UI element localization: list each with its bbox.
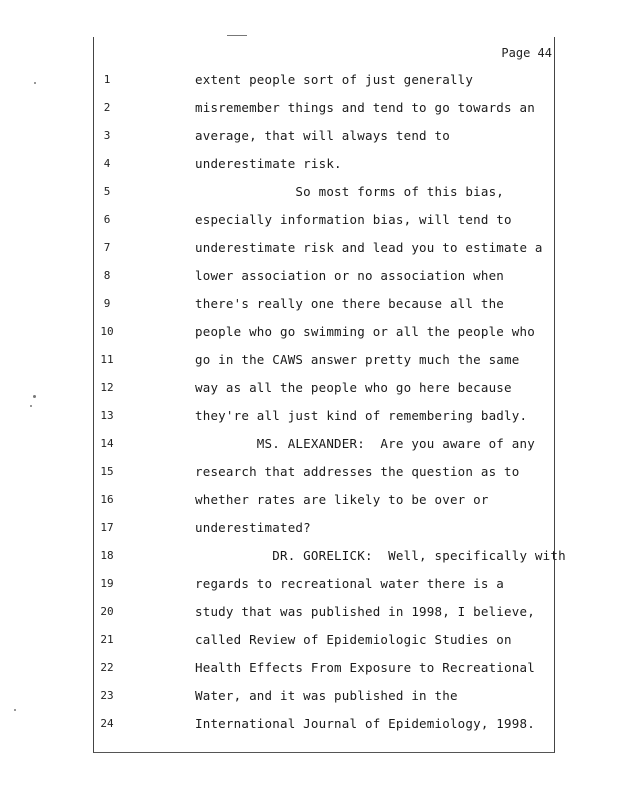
transcript-line: called Review of Epidemiologic Studies on bbox=[195, 632, 512, 647]
transcript-line: people who go swimming or all the people who bbox=[195, 324, 535, 339]
line-number: 4 bbox=[103, 157, 111, 170]
transcript-line: underestimated? bbox=[195, 520, 311, 535]
scan-speck bbox=[227, 35, 247, 36]
transcript-line: DR. GORELICK: Well, specifically with bbox=[195, 548, 566, 563]
transcript-line: extent people sort of just generally bbox=[195, 72, 474, 87]
transcript-line: study that was published in 1998, I believe, bbox=[195, 604, 535, 619]
line-number: 14 bbox=[100, 437, 114, 450]
line-number: 20 bbox=[100, 605, 114, 618]
line-number: 5 bbox=[103, 185, 111, 198]
line-number: 6 bbox=[103, 213, 111, 226]
line-number: 16 bbox=[100, 493, 114, 506]
line-number: 15 bbox=[100, 465, 114, 478]
line-number: 7 bbox=[103, 241, 111, 254]
transcript-line: MS. ALEXANDER: Are you aware of any bbox=[195, 436, 535, 451]
transcript-line: International Journal of Epidemiology, 1998. bbox=[195, 716, 535, 731]
transcript-line: underestimate risk and lead you to estimate a bbox=[195, 240, 543, 255]
line-number: 12 bbox=[100, 381, 114, 394]
line-number: 2 bbox=[103, 101, 111, 114]
transcript-line: So most forms of this bias, bbox=[195, 184, 505, 199]
line-number: 8 bbox=[103, 269, 111, 282]
transcript-line: go in the CAWS answer pretty much the same bbox=[195, 352, 520, 367]
line-number: 11 bbox=[100, 353, 114, 366]
transcript-line: underestimate risk. bbox=[195, 156, 342, 171]
transcript-line: especially information bias, will tend to bbox=[195, 212, 512, 227]
line-number: 1 bbox=[103, 73, 111, 86]
scan-speck bbox=[33, 395, 36, 398]
line-number: 17 bbox=[100, 521, 114, 534]
page-number: Page 44 bbox=[501, 46, 552, 60]
line-number: 19 bbox=[100, 577, 114, 590]
line-number: 9 bbox=[103, 297, 111, 310]
line-number: 22 bbox=[100, 661, 114, 674]
transcript-line: there's really one there because all the bbox=[195, 296, 505, 311]
transcript-line: misremember things and tend to go towards an bbox=[195, 100, 535, 115]
line-number: 21 bbox=[100, 633, 114, 646]
line-number: 10 bbox=[100, 325, 114, 338]
transcript-line: Water, and it was published in the bbox=[195, 688, 458, 703]
scan-speck bbox=[34, 82, 36, 84]
line-number: 3 bbox=[103, 129, 111, 142]
transcript-line: Health Effects From Exposure to Recreational bbox=[195, 660, 535, 675]
transcript-line: lower association or no association when bbox=[195, 268, 505, 283]
line-number: 18 bbox=[100, 549, 114, 562]
scan-speck bbox=[14, 709, 16, 711]
scan-speck bbox=[30, 405, 32, 407]
transcript-line: average, that will always tend to bbox=[195, 128, 450, 143]
transcript-line: regards to recreational water there is a bbox=[195, 576, 505, 591]
transcript-line: way as all the people who go here because bbox=[195, 380, 512, 395]
line-number: 13 bbox=[100, 409, 114, 422]
transcript-line: research that addresses the question as to bbox=[195, 464, 520, 479]
transcript-line: whether rates are likely to be over or bbox=[195, 492, 489, 507]
transcript-line: they're all just kind of remembering badly. bbox=[195, 408, 528, 423]
line-number: 23 bbox=[100, 689, 114, 702]
line-number: 24 bbox=[100, 717, 114, 730]
